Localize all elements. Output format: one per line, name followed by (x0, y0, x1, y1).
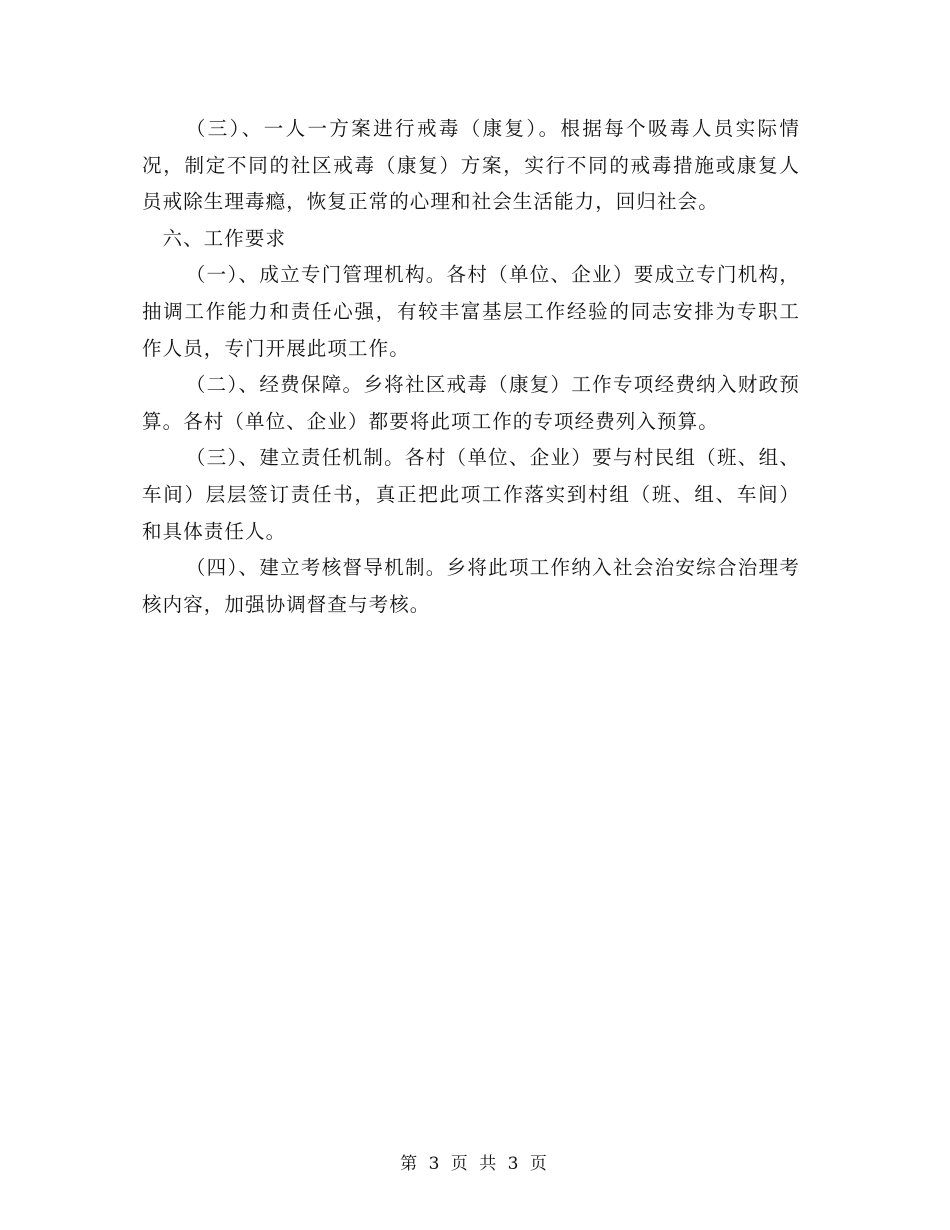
paragraph-organization: （一）、成立专门管理机构。各村（单位、企业）要成立专门机构，抽调工作能力和责任心强，有较丰富基层工作经验的同志安排为专职工作人员，专门开展此项工作。 (142, 263, 800, 360)
page-footer: 第 3 页 共 3 页 (400, 1154, 550, 1174)
document-body (142, 111, 800, 623)
section-heading-work-requirements: 六、工作要求 (162, 226, 287, 250)
paragraph-plan: （三）、一人一方案进行戒毒（康复）。根据每个吸毒人员实际情况，制定不同的社区戒毒（康复）方案，实行不同的戒毒措施或康复人员戒除生理毒瘾，恢复正常的心理和社会生活能力，回归社会。 (142, 117, 800, 214)
paragraph-assessment: （四）、建立考核督导机制。乡将此项工作纳入社会治安综合治理考核内容，加强协调督查与考核。 (142, 556, 800, 616)
paragraph-responsibility: （三）、建立责任机制。各村（单位、企业）要与村民组（班、组、车间）层层签订责任书，真正把此项工作落实到村组（班、组、车间）和具体责任人。 (142, 446, 800, 543)
paragraph-funding: （二）、经费保障。乡将社区戒毒（康复）工作专项经费纳入财政预算。各村（单位、企业）都要将此项工作的专项经费列入预算。 (142, 373, 800, 433)
